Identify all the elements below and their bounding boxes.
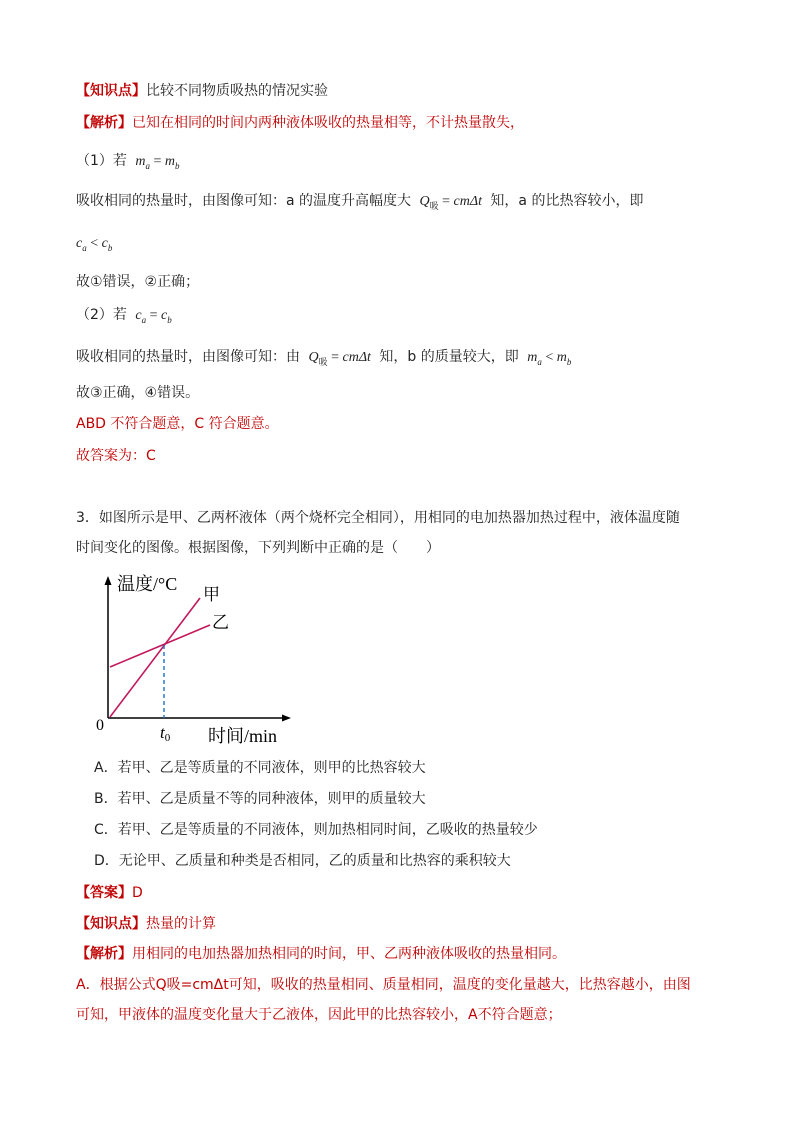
option-b: B．若甲、乙是质量不等的同种液体，则甲的质量较大: [94, 791, 426, 807]
y-axis-label: 温度/°C: [117, 574, 178, 594]
case1-line: [76, 151, 184, 176]
temperature-time-graph: [90, 568, 300, 750]
analysis-bracket: 【解析】: [76, 115, 132, 131]
case2-line: [76, 305, 176, 330]
answer-line: [76, 883, 143, 903]
analysis-text: 已知在相同的时间内两种液体吸收的热量相等，不计热量散失，: [132, 115, 524, 131]
final-answer: 故答案为：C: [76, 448, 156, 464]
ineq2: $m_a < m_b$: [527, 350, 572, 367]
absorb1-text-b: 知，a 的比热容较小，即: [490, 193, 644, 209]
q3-analysis-line: [76, 944, 566, 964]
ineq1-line: [76, 233, 116, 258]
series-yi-label: 乙: [212, 613, 229, 632]
series-yi-line: [110, 625, 210, 667]
answer-bracket: 【答案】: [76, 885, 132, 901]
q3-a-analysis-line1: A．根据公式Q吸=cmΔt可知，吸收的热量相同、质量相同，温度的变化量越大，比热容越小，由图: [76, 977, 691, 993]
case1-math: $m_a = m_b$: [135, 154, 180, 171]
x-axis-arrow: [282, 715, 291, 722]
x-axis-label: 时间/min: [208, 726, 278, 746]
kp-text: 比较不同物质吸热的情况实验: [146, 83, 328, 99]
conclusion2: 故③正确，④错误。: [76, 385, 200, 401]
q3-stem-line1: 3．如图所示是甲、乙两杯液体（两个烧杯完全相同），用相同的电加热器加热过程中，液体温度随: [76, 510, 680, 526]
abd-line: ABD 不符合题意，C 符合题意。: [76, 416, 279, 432]
series-jia-label: 甲: [203, 585, 220, 604]
kp-bracket: 【知识点】: [76, 83, 146, 99]
option-d: D．无论甲、乙质量和种类是否相同，乙的质量和比热容的乘积较大: [94, 853, 511, 869]
q3-analysis-text: 用相同的电加热器加热相同的时间，甲、乙两种液体吸收的热量相同。: [132, 946, 566, 962]
case2-math: $c_a = c_b$: [135, 308, 172, 325]
case1-label: （1）若: [76, 153, 127, 169]
ineq1: $c_a < c_b$: [76, 236, 113, 253]
series-jia-line: [110, 598, 200, 717]
q3-kp-text: 热量的计算: [146, 916, 216, 932]
q3-kp-line: [76, 914, 216, 934]
absorb2-text-b: 知，b 的质量较大，即: [379, 349, 519, 365]
kp-line: [76, 81, 328, 101]
q3-a-analysis-line2: 可知，甲液体的温度变化量大于乙液体，因此甲的比热容较小，A不符合题意；: [76, 1007, 562, 1023]
formula-1: $Q_吸 = cm\Delta t$: [419, 194, 482, 211]
absorb1-text-a: 吸收相同的热量时，由图像可知：a 的温度升高幅度大: [76, 193, 412, 209]
analysis-line: [76, 113, 524, 133]
answer-value: D: [132, 885, 143, 901]
q3-kp-bracket: 【知识点】: [76, 916, 146, 932]
origin-label: 0: [96, 717, 104, 734]
absorb2-text-a: 吸收相同的热量时，由图像可知：由: [76, 349, 300, 365]
formula-2: $Q_吸 = cm\Delta t$: [308, 350, 371, 367]
case2-label: （2）若: [76, 307, 127, 323]
option-c: C．若甲、乙是等质量的不同液体，则加热相同时间，乙吸收的热量较少: [94, 822, 538, 838]
y-axis-arrow: [105, 576, 112, 585]
option-a: A．若甲、乙是等质量的不同液体，则甲的比热容较大: [94, 760, 426, 776]
q3-stem-line2: 时间变化的图像。根据图像，下列判断中正确的是（ ）: [76, 540, 440, 556]
absorb2-line: [76, 347, 575, 372]
t0-label: t0: [160, 723, 171, 744]
absorb1-line: [76, 191, 643, 216]
conclusion1: 故①错误，②正确；: [76, 274, 200, 290]
q3-analysis-bracket: 【解析】: [76, 946, 132, 962]
